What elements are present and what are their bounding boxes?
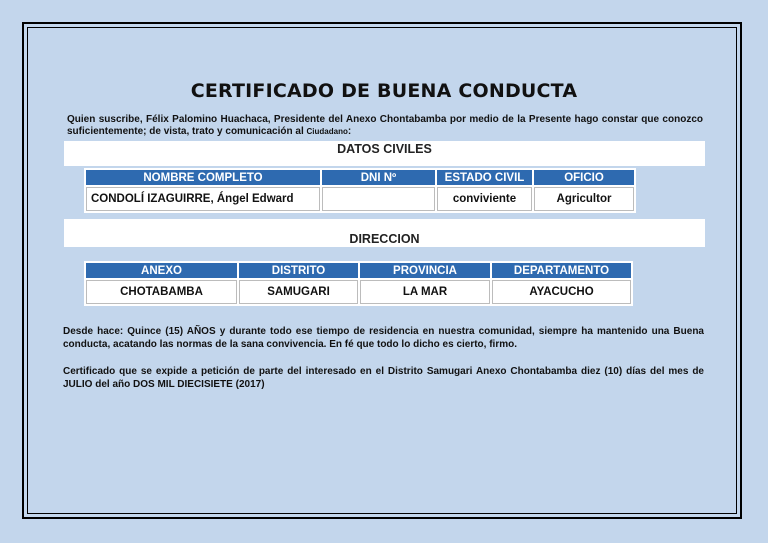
header-nombre-completo: NOMBRE COMPLETO [86, 170, 320, 185]
issuance-paragraph: Certificado que se expide a petición de parte del interesado en el Distrito Samugari Anexo Chontabamba diez (10) días del mes de JULIO del año DOS MIL DIECISIETE (2017) [63, 366, 704, 390]
direccion-table [84, 261, 633, 306]
cell-nombre-completo: CONDOLÍ IZAGUIRRE, Ángel Edward [86, 187, 320, 211]
header-oficio: OFICIO [534, 170, 634, 185]
cell-dni [322, 187, 435, 211]
cell-oficio: Agricultor [534, 187, 634, 211]
table-header-row [86, 263, 631, 278]
intro-end: : [347, 126, 352, 137]
cell-anexo: CHOTABAMBA [86, 280, 237, 304]
intro-small-text: Ciudadano [306, 127, 348, 136]
table-row [86, 187, 634, 211]
cell-provincia: LA MAR [360, 280, 490, 304]
header-distrito: DISTRITO [239, 263, 358, 278]
header-departamento: DEPARTAMENTO [492, 263, 631, 278]
header-dni: DNI Nº [322, 170, 435, 185]
table-row [86, 280, 631, 304]
cell-estado-civil: conviviente [437, 187, 532, 211]
table-header-row [86, 170, 634, 185]
conduct-paragraph: Desde hace: Quince (15) AÑOS y durante todo ese tiempo de residencia en nuestra comunidad, siempre ha mantenido una Buena conducta, acatando las normas de la sana convivencia. En fé que todo lo dicho es cierto, firmo. [63, 326, 704, 350]
document-title: CERTIFICADO DE BUENA CONDUCTA [190, 80, 578, 102]
direccion-heading: DIRECCION [64, 219, 705, 247]
datos-civiles-heading: DATOS CIVILES [64, 141, 705, 166]
cell-distrito: SAMUGARI [239, 280, 358, 304]
intro-paragraph [67, 114, 703, 138]
header-anexo: ANEXO [86, 263, 237, 278]
datos-civiles-table [84, 168, 636, 213]
header-estado-civil: ESTADO CIVIL [437, 170, 532, 185]
intro-text: Quien suscribe, Félix Palomino Huachaca, Presidente del Anexo Chontabamba por medio de la Presente hago constar que conozco suficientemente; de vista, trato y comunicación al [67, 114, 703, 137]
header-provincia: PROVINCIA [360, 263, 490, 278]
cell-departamento: AYACUCHO [492, 280, 631, 304]
